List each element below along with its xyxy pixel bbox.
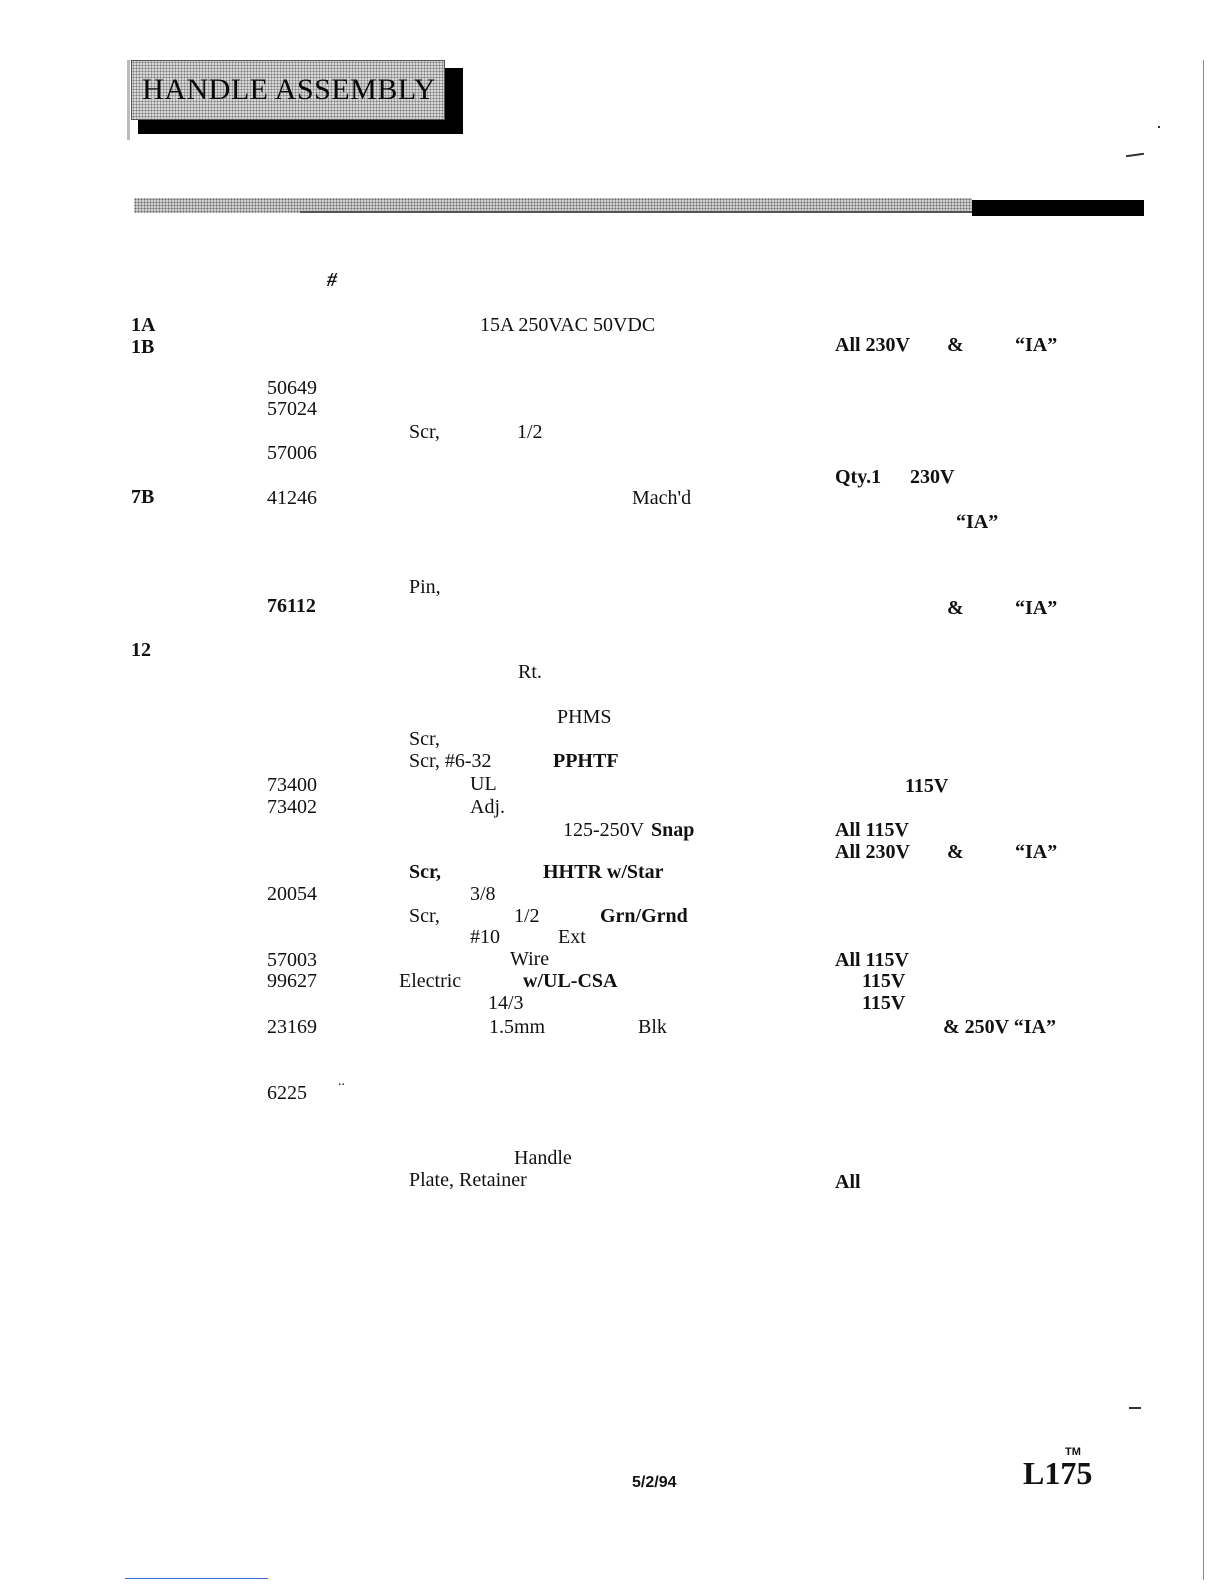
section-divider-underline: [300, 211, 972, 213]
usage-note: “IA”: [1015, 841, 1058, 863]
description: 15A 250VAC 50VDC: [480, 314, 656, 336]
description: 1/2: [514, 905, 540, 927]
part-number: 57024: [267, 398, 317, 420]
description: Mach'd: [632, 487, 692, 509]
description: 3/8: [470, 883, 496, 905]
item-number: 1A: [131, 314, 156, 336]
usage-note: &: [947, 334, 964, 356]
title-banner: [131, 60, 445, 120]
part-number: 6225: [267, 1082, 307, 1104]
description: Ext: [558, 926, 586, 948]
description: Pin,: [409, 576, 441, 598]
usage-note: “IA”: [956, 511, 999, 533]
description: Scr,: [409, 905, 440, 927]
usage-note: 115V: [905, 775, 949, 797]
item-number: 7B: [131, 486, 155, 508]
description: Scr,: [409, 421, 440, 443]
scan-mark: [1126, 153, 1144, 157]
usage-note: All 230V: [835, 841, 910, 863]
part-number: 73402: [267, 796, 317, 818]
usage-note: All 230V: [835, 334, 910, 356]
scan-mark: [1158, 126, 1160, 128]
description: Plate, Retainer: [409, 1169, 527, 1191]
usage-note: All 115V: [835, 819, 909, 841]
usage-note: “IA”: [1015, 597, 1058, 619]
description: Rt.: [518, 661, 542, 683]
usage-note: “IA”: [1015, 334, 1058, 356]
part-number: 20054: [267, 883, 317, 905]
page-margin-line: [1203, 60, 1204, 1580]
usage-note: 115V: [862, 970, 906, 992]
page-title: HANDLE ASSEMBLY: [142, 73, 436, 106]
page-number: L175: [1023, 1455, 1093, 1491]
item-number: 12: [131, 639, 151, 661]
description: Scr, #6-32: [409, 750, 492, 772]
description: w/UL-CSA: [523, 970, 618, 992]
usage-note: All: [835, 1171, 861, 1193]
description: PHMS: [557, 706, 612, 728]
column-marker: #: [327, 269, 337, 291]
description: Wire: [510, 948, 550, 970]
usage-note: 230V: [910, 466, 955, 488]
description: 1.5mm: [489, 1016, 546, 1038]
description: Snap: [651, 819, 695, 841]
description: #10: [470, 926, 500, 948]
usage-note: &: [947, 841, 964, 863]
part-number: 57003: [267, 949, 317, 971]
usage-note: &: [947, 597, 964, 619]
description: Scr,: [409, 861, 442, 883]
usage-note: & 250V “IA”: [943, 1016, 1056, 1038]
part-number: 73400: [267, 774, 317, 796]
title-banner-edge: [127, 60, 130, 140]
scan-mark: [1129, 1407, 1141, 1409]
section-divider-solid: [972, 200, 1144, 216]
description: Electric: [399, 970, 462, 992]
part-number: 41246: [267, 487, 317, 509]
part-number: 76112: [267, 595, 316, 617]
description: 125-250V: [563, 819, 645, 841]
description: Blk: [638, 1016, 667, 1038]
description: UL: [470, 773, 497, 795]
description: Handle: [514, 1147, 572, 1169]
part-number: 99627: [267, 970, 317, 992]
item-number: 1B: [131, 336, 155, 358]
usage-note: Qty.1: [835, 466, 882, 488]
usage-note: All 115V: [835, 949, 909, 971]
trademark-mark: TM: [1065, 1446, 1081, 1458]
footer-date: 5/2/94: [632, 1474, 677, 1491]
part-number: 57006: [267, 442, 317, 464]
description: Grn/Grnd: [600, 905, 688, 927]
part-number: 50649: [267, 377, 317, 399]
description: Adj.: [470, 796, 505, 818]
stray-mark: ..: [338, 1074, 345, 1089]
description: HHTR w/Star: [543, 861, 664, 883]
description: 1/2: [517, 421, 543, 443]
part-number: 23169: [267, 1016, 317, 1038]
description: PPHTF: [553, 750, 619, 772]
usage-note: 115V: [862, 992, 906, 1014]
description: 14/3: [488, 992, 524, 1014]
description: Scr,: [409, 728, 440, 750]
footer-line: [125, 1578, 268, 1579]
